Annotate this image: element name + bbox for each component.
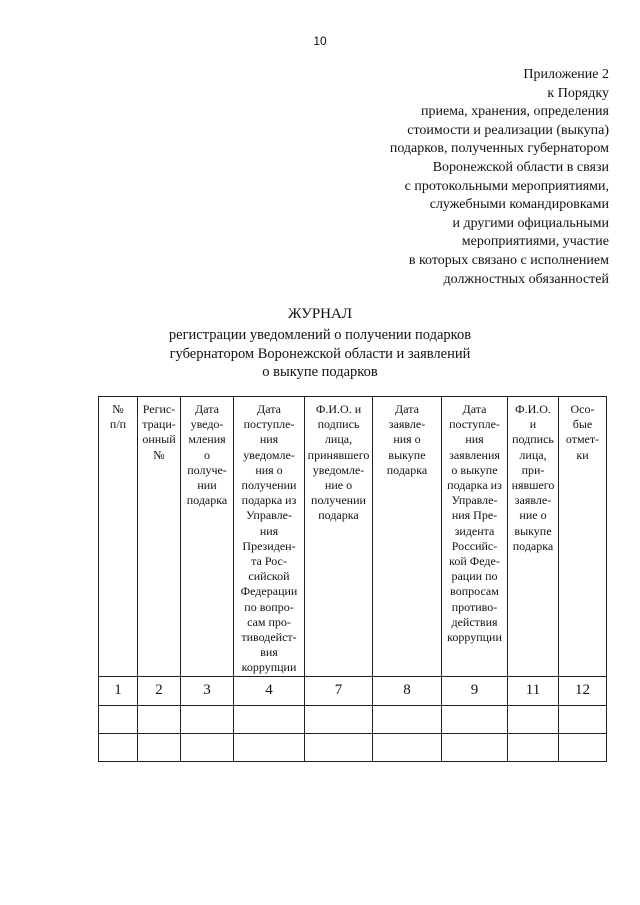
column-header-line: Дата xyxy=(462,402,487,416)
table-row xyxy=(99,733,607,761)
column-number: 9 xyxy=(442,676,508,705)
table-cell xyxy=(442,705,508,733)
table-cell xyxy=(138,705,181,733)
column-header-line: ние о xyxy=(519,508,547,523)
table-cell xyxy=(508,705,559,733)
column-header-line: выкупе xyxy=(388,447,426,462)
appendix-line: стоимости и реализации (выкупа) xyxy=(407,122,609,138)
column-header-line: ки xyxy=(576,447,589,462)
column-number: 4 xyxy=(234,676,305,705)
column-header-line: сийской xyxy=(248,569,290,584)
column-header-line: поступле- xyxy=(449,417,500,432)
column-header-line: онный xyxy=(142,432,176,447)
column-header-line: Ф.И.О. и xyxy=(315,402,362,416)
column-header-line: зидента xyxy=(454,523,495,538)
appendix-line: приема, хранения, определения xyxy=(420,104,609,120)
column-header xyxy=(99,397,138,677)
column-header-line: п/п xyxy=(109,417,127,432)
column-header-line: получении xyxy=(241,478,297,493)
column-header xyxy=(234,397,305,677)
document-title: ЖУРНАЛ xyxy=(287,306,353,322)
column-header-line: ния о xyxy=(255,462,283,477)
column-header-line: ния xyxy=(259,432,279,447)
column-header-line: о выкупе xyxy=(451,462,498,477)
column-header-line: сам про- xyxy=(247,614,291,629)
column-header-line: Федерации xyxy=(240,584,298,599)
table-cell xyxy=(373,733,442,761)
subtitle-line: регистрации уведомлений о получении подарков xyxy=(168,327,472,343)
subtitle-line: губернатором Воронежской области и заявлений xyxy=(169,345,471,362)
appendix-note xyxy=(309,66,609,289)
column-header-line: Осо- xyxy=(570,402,595,416)
table-cell xyxy=(234,733,305,761)
column-header-line: ние о xyxy=(324,478,353,493)
table-cell xyxy=(99,733,138,761)
column-header-line: при- xyxy=(521,462,545,477)
column-header-line: Дата xyxy=(257,402,281,416)
column-header-line: нии xyxy=(197,478,217,493)
column-header-line: подарка из xyxy=(241,493,297,508)
column-header xyxy=(305,397,373,677)
table-cell xyxy=(305,705,373,733)
table-cell xyxy=(373,705,442,733)
column-header-line: подарка xyxy=(186,493,228,508)
column-header-line: получе- xyxy=(187,462,227,477)
column-header-line: заявления xyxy=(449,447,500,462)
column-header-line: вопросам xyxy=(450,584,499,599)
column-header-line: та Рос- xyxy=(251,554,287,569)
column-header-line: лица, xyxy=(519,447,547,462)
column-number: 3 xyxy=(181,676,234,705)
table-row xyxy=(99,705,607,733)
column-header-line: подарка xyxy=(386,462,428,477)
column-header-line: по вопро- xyxy=(244,599,294,614)
column-header-line: подпись xyxy=(317,417,360,432)
column-header-line: Управле- xyxy=(245,508,292,523)
table-cell xyxy=(559,733,607,761)
column-header-line: подарка xyxy=(318,508,359,523)
subtitle-line: о выкупе подарков xyxy=(262,364,378,380)
table-cell xyxy=(99,705,138,733)
column-header-line: Президен- xyxy=(242,538,296,553)
column-header-line: Управле- xyxy=(451,493,498,508)
column-header-line: принявшего xyxy=(307,447,370,462)
table-cell xyxy=(442,733,508,761)
column-number: 11 xyxy=(508,676,559,705)
column-header-line: выкупе xyxy=(514,523,552,538)
column-header-line: трaци- xyxy=(142,417,176,432)
column-header-line: ния xyxy=(259,523,279,538)
appendix-line: служебными командировками xyxy=(429,197,609,213)
table-cell xyxy=(181,705,234,733)
column-header-line: № xyxy=(112,402,124,416)
column-header-line: заявле- xyxy=(388,417,426,432)
document-subtitle xyxy=(0,326,640,382)
column-number: 8 xyxy=(373,676,442,705)
column-header xyxy=(138,397,181,677)
column-header-line: уведомле- xyxy=(312,462,365,477)
column-header-line: Дата xyxy=(195,402,219,416)
column-header xyxy=(181,397,234,677)
table-cell xyxy=(508,733,559,761)
column-header-line: лица, xyxy=(324,432,353,447)
column-number: 2 xyxy=(138,676,181,705)
column-number: 7 xyxy=(305,676,373,705)
column-header-line: коррупции xyxy=(447,630,502,645)
column-number: 12 xyxy=(559,676,607,705)
column-header-line: поступле- xyxy=(243,417,295,432)
column-header-line: заявле- xyxy=(514,493,552,508)
column-header-line: нявшего xyxy=(511,478,555,493)
appendix-line: мероприятиями, участие xyxy=(461,234,609,250)
column-header-line: № xyxy=(153,447,165,462)
column-header-line: ния о xyxy=(393,432,421,447)
column-header-line: Российс- xyxy=(451,538,498,553)
column-header-line: рации по xyxy=(451,569,498,584)
column-header-line: кой Феде- xyxy=(449,554,500,569)
column-header-line: отмет- xyxy=(565,432,600,447)
column-header-line: уведо- xyxy=(190,417,224,432)
page-number: 10 xyxy=(313,34,327,48)
appendix-line: к Порядку xyxy=(547,85,609,101)
column-number-row xyxy=(99,676,607,705)
column-header-line: Ф.И.О. xyxy=(515,402,551,416)
column-header-line: коррупции xyxy=(241,660,297,675)
appendix-line: подарков, полученных губернатором xyxy=(389,141,609,157)
appendix-line: с протокольными мероприятиями, xyxy=(404,178,609,194)
column-number: 1 xyxy=(99,676,138,705)
column-header xyxy=(508,397,559,677)
table-cell xyxy=(559,705,607,733)
appendix-line: в которых связано с исполнением xyxy=(408,252,609,268)
column-header xyxy=(559,397,607,677)
table-cell xyxy=(138,733,181,761)
column-header-line: подарка из xyxy=(447,478,502,493)
column-header-line: подарка xyxy=(512,538,554,553)
column-header-line: ния xyxy=(465,432,484,447)
column-header-line: вия xyxy=(260,645,278,660)
table-cell xyxy=(234,705,305,733)
column-header-line: подпись xyxy=(512,432,554,447)
column-header-line: получении xyxy=(311,493,366,508)
appendix-line: Воронежской области в связи xyxy=(432,159,609,175)
column-header-line: о xyxy=(204,447,210,462)
column-header-line: ния Пре- xyxy=(451,508,498,523)
table-cell xyxy=(181,733,234,761)
column-header-line: мления xyxy=(188,432,226,447)
column-header-line: Регис- xyxy=(142,402,176,416)
column-header-line: и xyxy=(529,417,537,432)
column-header-line: уведомле- xyxy=(243,447,295,462)
appendix-line: Приложение 2 xyxy=(523,67,609,82)
table-cell xyxy=(305,733,373,761)
journal-table xyxy=(98,396,607,762)
column-header-line: тиводейст- xyxy=(241,630,297,645)
column-header-line: противо- xyxy=(451,599,498,614)
table-header-row xyxy=(99,397,607,677)
appendix-line: должностных обязанностей xyxy=(443,271,609,287)
column-header-line: действия xyxy=(451,614,498,629)
column-header-line: Дата xyxy=(395,402,419,416)
column-header xyxy=(442,397,508,677)
column-header xyxy=(373,397,442,677)
appendix-line: и другими официальными xyxy=(452,215,609,231)
column-header-line: бые xyxy=(572,417,593,432)
